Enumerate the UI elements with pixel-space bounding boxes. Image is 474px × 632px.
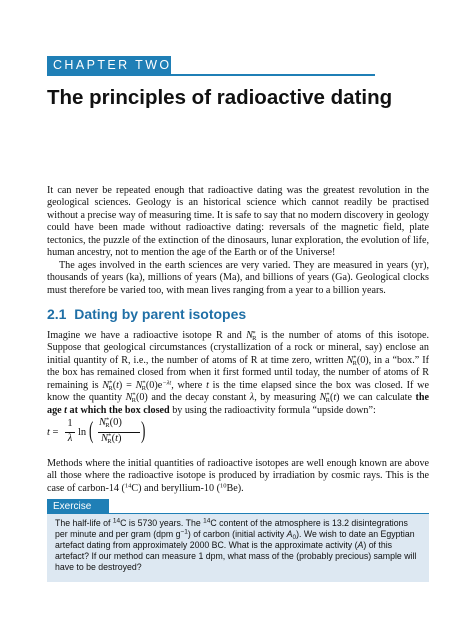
chapter-title: The principles of radioactive dating <box>47 86 393 109</box>
exercise-text: The half-life of $^{14}$C is 5730 years. The $^{14}$C content of the atmosphere is 13.2 disintegrations per minute and per gram (dpm $g^{-1}$) of carbon (initial activity $A_0$). We wish to date an Egyptian artefact dating from approximately 2000 BC. What is the approximate activity (A) of this artefact? If our method can measure 1 dpm, what mass of the (probably precious) sample will have to be destroyed? <box>55 517 417 572</box>
chapter-rule <box>47 74 375 76</box>
chapter-label: CHAPTER TWO <box>47 56 171 75</box>
section-paragraph-2: Methods where the initial quantities of radioactive isotopes are well enough known are above all those where the radioactive isotope is produced by irradiation by cosmic rays. This is the case of carbon-14 ($^{14}$C) and beryllium-10 ($^{10}$Be). <box>47 458 429 494</box>
exercise-box <box>47 514 429 582</box>
intro-text <box>47 185 429 297</box>
section-number: 2.1 <box>47 306 67 322</box>
section-heading <box>47 306 246 322</box>
section-paragraph-1: Imagine we have a radioactive isotope R and $N^*_R$ is the number of atoms of this isotope. Suppose that geological circumstances (crystallization of a rock or mineral, say) enclose an initial quantity of R, i.e., the number of atoms of R at time zero, written $N^*_R(0)$, in a “box.” If the box has remained closed from when it first formed until today, the number of atoms of R remaining is $N^*_R(t) = N^*_R(0)e^{-\lambda t}$, where t is the time elapsed since the box was closed. If we know the quantity $N^*_R(0)$ and the decay constant λ, by measuring $N^*_R(t)$ we can calculate the age t at which the box closed by using the radioactivity formula “upside down”: <box>47 329 429 416</box>
exercise-tab: Exercise <box>47 499 109 514</box>
age-formula: t = 1 λ ln ( $N^*_R(0)$ $N^*_R(t)$ ) <box>47 416 146 445</box>
section-title: Dating by parent isotopes <box>74 306 247 322</box>
intro-paragraph-2: The ages involved in the earth sciences are very varied. They are measured in years (yr), thousands of years (ka), millions of years (Ma), and billions of years (Ga). Geological clocks must therefore be varied too, with mean lives ranging from a year to a billion years. <box>47 259 429 296</box>
intro-paragraph-1: It can never be repeated enough that radioactive dating was the greatest revolution in the geological sciences. Geology is an historical science which cannot readily be practised without a precise way of measuring time. It is safe to say that no modern discovery in geology could have been made without radioactive dating: reversals of the magnetic field, plate tectonics, the puzzle of the extinction of the dinosaurs, lunar exploration, the evolution of life, human ancestry, not to mention the age of the Earth or of the Universe! <box>47 185 429 259</box>
